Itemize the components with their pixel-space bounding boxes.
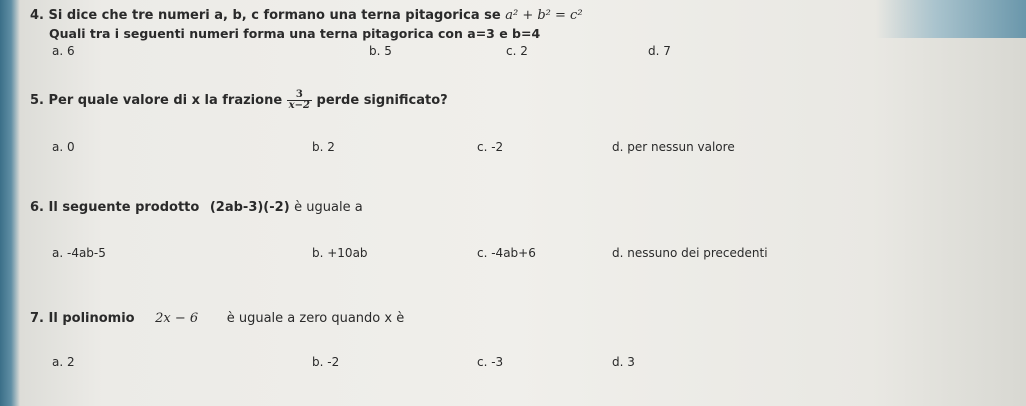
question-6 <box>30 200 363 215</box>
q4-option-b[interactable]: b. 5 <box>369 44 392 58</box>
question-4-number: 4. <box>30 8 44 23</box>
question-7-text-before: Il polinomio <box>48 311 135 326</box>
q4-option-c[interactable]: c. 2 <box>506 44 528 58</box>
question-6-text-before: Il seguente prodotto <box>48 200 200 215</box>
q7-option-b[interactable]: b. -2 <box>312 355 340 369</box>
question-5-text-before: Per quale valore di x la frazione <box>48 93 283 108</box>
q6-option-c[interactable]: c. -4ab+6 <box>477 246 536 260</box>
q5-option-c[interactable]: c. -2 <box>477 140 504 154</box>
q5-option-b[interactable]: b. 2 <box>312 140 335 154</box>
question-4-formula: a² + b² = c² <box>505 8 583 23</box>
q4-option-d[interactable]: d. 7 <box>648 44 671 58</box>
question-6-expression: (2ab-3)(-2) <box>209 200 290 215</box>
q4-option-a[interactable]: a. 6 <box>52 44 75 58</box>
fraction-denominator: x−2 <box>288 100 310 111</box>
q7-option-c[interactable]: c. -3 <box>477 355 504 369</box>
question-4-subtext: Quali tra i seguenti numeri forma una terna pitagorica con a=3 e b=4 <box>49 26 541 41</box>
q7-option-a[interactable]: a. 2 <box>52 355 75 369</box>
q7-option-d[interactable]: d. 3 <box>612 355 635 369</box>
question-5-text-after: perde significato? <box>316 93 448 108</box>
question-7-number: 7. <box>30 311 44 326</box>
question-6-number: 6. <box>30 200 44 215</box>
q6-option-b[interactable]: b. +10ab <box>312 246 368 260</box>
question-7-expression: 2x − 6 <box>155 311 199 326</box>
q6-option-a[interactable]: a. -4ab-5 <box>52 246 106 260</box>
q5-option-d[interactable]: d. per nessun valore <box>612 140 735 154</box>
question-5-fraction <box>287 90 312 111</box>
blue-folder-edge <box>0 0 20 406</box>
question-4 <box>30 8 583 23</box>
q5-option-a[interactable]: a. 0 <box>52 140 75 154</box>
question-5-number: 5. <box>30 93 44 108</box>
q6-option-d[interactable]: d. nessuno dei precedenti <box>612 246 768 260</box>
fraction-numerator: 3 <box>287 90 312 101</box>
blue-folder-corner <box>876 0 1026 38</box>
question-6-text-after: è uguale a <box>294 200 363 215</box>
question-7-text-after: è uguale a zero quando x è <box>226 311 405 326</box>
question-4-text: Si dice che tre numeri a, b, c formano una terna pitagorica se <box>48 8 501 23</box>
question-5 <box>30 90 448 111</box>
question-7 <box>30 311 404 326</box>
